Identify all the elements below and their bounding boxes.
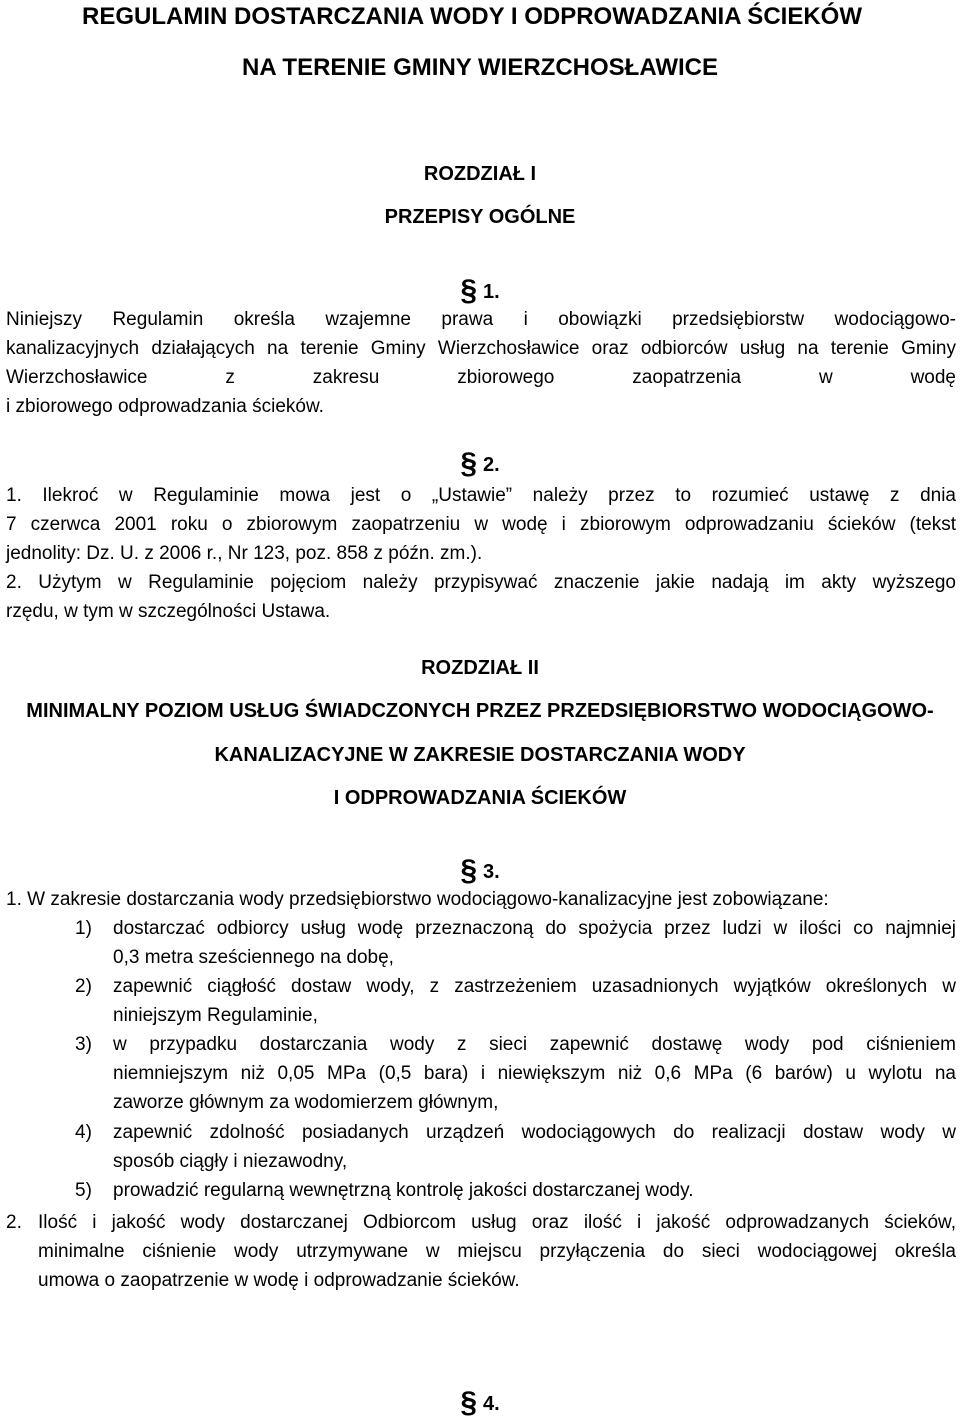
list-item-text xyxy=(113,1118,956,1176)
text-line: minimalne ciśnienie wody utrzymywane w miejscu przyłączenia do sieci wodociągowej określa xyxy=(38,1241,956,1262)
chapter1-name: PRZEPISY OGÓLNE xyxy=(384,206,576,228)
section-symbol: § xyxy=(460,854,477,887)
document-title-line1: REGULAMIN DOSTARCZANIA WODY I ODPROWADZANIA ŚCIEKÓW xyxy=(82,3,862,30)
text-line: Ilość i jakość wody dostarczanej Odbiorcom usług oraz ilość i jakość odprowadzanych ścieków, xyxy=(38,1212,956,1233)
text-line: zaworze głównym za wodomierzem głównym, xyxy=(113,1092,499,1113)
list-item xyxy=(0,1030,960,1118)
text-line: 7 czerwca 2001 roku o zbiorowym zaopatrzeniu w wodę i zbiorowym odprowadzaniu ścieków (tekst xyxy=(6,514,956,535)
text-line: niniejszym Regulaminie, xyxy=(113,1005,318,1026)
chapter2-name-line2: KANALIZACYJNE W ZAKRESIE DOSTARCZANIA WODY xyxy=(214,744,746,766)
list-item-number: 3) xyxy=(75,1034,92,1055)
list-item-text xyxy=(113,1030,956,1117)
section-2-text xyxy=(6,481,956,626)
text-line: umowa o zaopatrzenie w wodę i odprowadzanie ścieków. xyxy=(38,1270,520,1291)
section-4-heading xyxy=(0,1386,960,1419)
text-line: Wierzchosławice z zakresu zbiorowego zaopatrzenia w wodę xyxy=(6,367,956,388)
text-line: i zbiorowego odprowadzania ścieków. xyxy=(6,396,324,417)
section-3-list xyxy=(0,914,960,1205)
section-number: 4. xyxy=(483,1393,500,1415)
text-line: jednolity: Dz. U. z 2006 r., Nr 123, poz. 858 z późn. zm.). xyxy=(6,543,483,564)
section-symbol: § xyxy=(460,274,477,307)
section-1-heading xyxy=(0,274,960,307)
text-line: niemniejszym niż 0,05 MPa (0,5 bara) i niewiększym niż 0,6 MPa (6 barów) u wylotu na xyxy=(113,1063,956,1084)
list-item xyxy=(0,914,960,972)
text-line: 2. Użytym w Regulaminie pojęciom należy przypisywać znaczenie jakie nadają im akty wyższego xyxy=(6,572,956,593)
section-symbol: § xyxy=(460,1386,477,1419)
chapter2-label: ROZDZIAŁ II xyxy=(421,657,539,679)
point-number: 2. xyxy=(6,1212,22,1233)
list-item-text xyxy=(113,1176,956,1205)
chapter1-label: ROZDZIAŁ I xyxy=(423,163,537,185)
section-number: 1. xyxy=(483,281,500,303)
chapter2-name-line3: I ODPROWADZANIA ŚCIEKÓW xyxy=(333,787,627,809)
list-item-text xyxy=(113,972,956,1030)
document-title-line2: NA TERENIE GMINY WIERZCHOSŁAWICE xyxy=(241,54,718,81)
text-line: Niniejszy Regulamin określa wzajemne prawa i obowiązki przedsiębiorstw wodociągowo- xyxy=(6,309,956,330)
point-text xyxy=(38,1208,956,1295)
text-line: zapewnić zdolność posiadanych urządzeń wodociągowych do realizacji dostaw wody w xyxy=(113,1122,956,1143)
section-3-intro: 1. W zakresie dostarczania wody przedsiębiorstwo wodociągowo-kanalizacyjne jest zobowiązane: xyxy=(6,889,829,910)
list-item-number: 1) xyxy=(75,918,92,939)
list-item xyxy=(0,1176,960,1205)
text-line: sposób ciągły i niezawodny, xyxy=(113,1151,348,1172)
list-item-number: 4) xyxy=(75,1122,92,1143)
section-number: 2. xyxy=(483,454,500,476)
chapter2-name-line1: MINIMALNY POZIOM USŁUG ŚWIADCZONYCH PRZEZ PRZEDSIĘBIORSTWO WODOCIĄGOWO- xyxy=(26,700,934,722)
text-line: 1. Ilekroć w Regulaminie mowa jest o „Ustawie” należy przez to rozumieć ustawę z dnia xyxy=(6,485,956,506)
text-line: dostarczać odbiorcy usług wodę przeznaczoną do spożycia przez ludzi w ilości co najmniej xyxy=(113,918,956,939)
section-symbol: § xyxy=(460,447,477,480)
text-line: 0,3 metra sześciennego na dobę, xyxy=(113,947,394,968)
text-line: prowadzić regularną wewnętrzną kontrolę jakości dostarczanej wody. xyxy=(113,1180,694,1201)
list-item xyxy=(0,1118,960,1176)
section-3-heading xyxy=(0,854,960,887)
list-item-text xyxy=(113,914,956,972)
section-number: 3. xyxy=(483,861,500,883)
list-item-number: 5) xyxy=(75,1180,92,1201)
list-item xyxy=(0,972,960,1030)
text-line: kanalizacyjnych działających na terenie Gminy Wierzchosławice oraz odbiorców usług na terenie Gminy xyxy=(6,338,956,359)
text-line: rzędu, w tym w szczególności Ustawa. xyxy=(6,601,331,622)
section-2-heading xyxy=(0,447,960,480)
text-line: w przypadku dostarczania wody z sieci zapewnić dostawę wody pod ciśnieniem xyxy=(113,1034,956,1055)
section-1-text xyxy=(6,305,956,421)
list-item-number: 2) xyxy=(75,976,92,997)
text-line: zapewnić ciągłość dostaw wody, z zastrzeżeniem uzasadnionych wyjątków określonych w xyxy=(113,976,956,997)
